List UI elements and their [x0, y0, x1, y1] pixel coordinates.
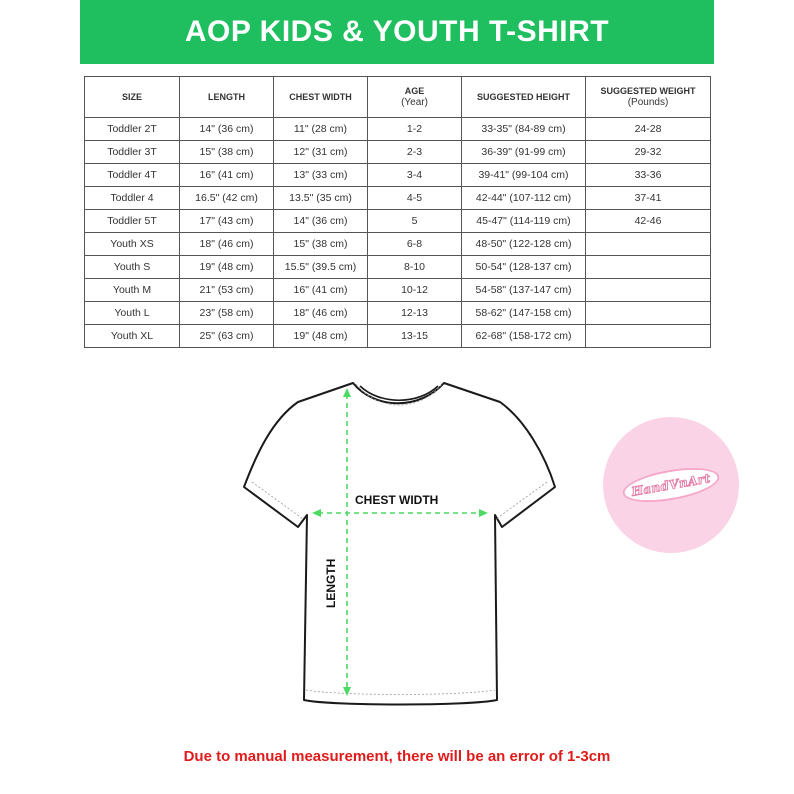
table-cell: 39-41" (99-104 cm)	[462, 164, 586, 187]
table-cell: Youth L	[85, 302, 180, 325]
table-cell: 21" (53 cm)	[180, 279, 274, 302]
table-cell: 16" (41 cm)	[274, 279, 368, 302]
table-cell: 6-8	[368, 233, 462, 256]
measurement-note: Due to manual measurement, there will be an error of 1-3cm	[183, 748, 611, 765]
table-cell: 42-46	[586, 210, 711, 233]
chest-width-label: CHEST WIDTH	[355, 493, 439, 507]
table-cell: Toddler 2T	[85, 118, 180, 141]
table-cell: Youth XS	[85, 233, 180, 256]
table-cell: 12" (31 cm)	[274, 141, 368, 164]
table-cell: 2-3	[368, 141, 462, 164]
table-cell: 19" (48 cm)	[274, 325, 368, 348]
table-cell: Youth S	[85, 256, 180, 279]
table-cell: 11" (28 cm)	[274, 118, 368, 141]
table-cell: 18" (46 cm)	[180, 233, 274, 256]
table-cell: 36-39" (91-99 cm)	[462, 141, 586, 164]
tshirt-outline	[244, 383, 555, 705]
table-cell: 42-44" (107-112 cm)	[462, 187, 586, 210]
table-cell: Toddler 5T	[85, 210, 180, 233]
table-cell: 13-15	[368, 325, 462, 348]
table-cell: 5	[368, 210, 462, 233]
brand-logo-text: HandVnArt	[630, 471, 712, 499]
table-cell: 45-47" (114-119 cm)	[462, 210, 586, 233]
table-cell: 48-50" (122-128 cm)	[462, 233, 586, 256]
column-header-length: LENGTH	[180, 77, 274, 118]
table-cell: 17" (43 cm)	[180, 210, 274, 233]
table-cell: 18" (46 cm)	[274, 302, 368, 325]
table-cell: 15.5" (39.5 cm)	[274, 256, 368, 279]
table-cell: 16.5" (42 cm)	[180, 187, 274, 210]
table-cell: 1-2	[368, 118, 462, 141]
table-cell: Toddler 3T	[85, 141, 180, 164]
table-cell: 4-5	[368, 187, 462, 210]
table-cell: 50-54" (128-137 cm)	[462, 256, 586, 279]
column-header-age: AGE (Year)	[368, 77, 462, 118]
table-cell: 33-36	[586, 164, 711, 187]
column-header-suggested-height: SUGGESTED HEIGHT	[462, 77, 586, 118]
page-title: AOP KIDS & YOUTH T-SHIRT	[184, 15, 610, 48]
table-cell: 3-4	[368, 164, 462, 187]
table-cell: 58-62" (147-158 cm)	[462, 302, 586, 325]
table-cell: 24-28	[586, 118, 711, 141]
table-cell: 12-13	[368, 302, 462, 325]
table-cell: Youth M	[85, 279, 180, 302]
table-cell: 10-12	[368, 279, 462, 302]
table-cell: Toddler 4T	[85, 164, 180, 187]
table-cell: 37-41	[586, 187, 711, 210]
table-cell: 33-35" (84-89 cm)	[462, 118, 586, 141]
table-cell: 19" (48 cm)	[180, 256, 274, 279]
table-cell: 16" (41 cm)	[180, 164, 274, 187]
table-cell: 23" (58 cm)	[180, 302, 274, 325]
table-cell: 62-68" (158-172 cm)	[462, 325, 586, 348]
table-cell: 15" (38 cm)	[274, 233, 368, 256]
length-label: LENGTH	[324, 558, 338, 608]
column-header-size: SIZE	[85, 77, 180, 118]
table-cell: 13" (33 cm)	[274, 164, 368, 187]
table-cell: Toddler 4	[85, 187, 180, 210]
column-header-chest-width: CHEST WIDTH	[274, 77, 368, 118]
table-cell: 25" (63 cm)	[180, 325, 274, 348]
table-cell: 54-58" (137-147 cm)	[462, 279, 586, 302]
table-cell: 13.5" (35 cm)	[274, 187, 368, 210]
table-cell: 29-32	[586, 141, 711, 164]
table-cell: 14" (36 cm)	[274, 210, 368, 233]
table-cell: 15" (38 cm)	[180, 141, 274, 164]
table-cell: 8-10	[368, 256, 462, 279]
column-header-suggested-weight: SUGGESTED WEIGHT (Pounds)	[586, 77, 711, 118]
table-cell: 14" (36 cm)	[180, 118, 274, 141]
table-cell: Youth XL	[85, 325, 180, 348]
